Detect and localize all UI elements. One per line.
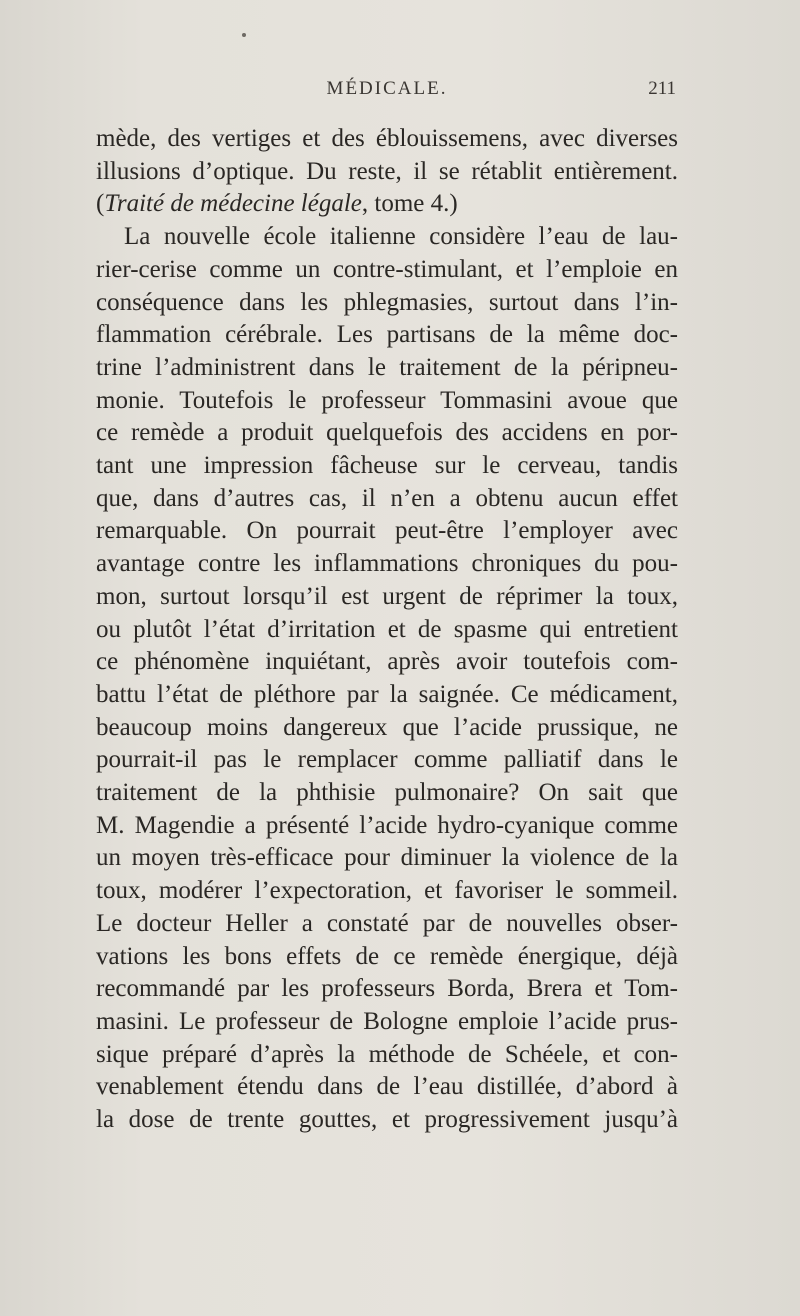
text-line: traitement de la phthisie pulmonaire? On sait que [96, 779, 678, 807]
paragraph-1 [96, 123, 678, 221]
text-line: ce remède a produit quelquefois des accidens en por- [96, 419, 678, 447]
text-line: pourrait-il pas le remplacer comme palliatif dans le [96, 746, 678, 774]
text-line: remarquable. On pourrait peut-être l’employer avec [96, 517, 678, 545]
text-line: beaucoup moins dangereux que l’acide prussique, ne [96, 713, 678, 741]
text-line: monie. Toutefois le professeur Tommasini avoue que [96, 386, 678, 414]
text-line: flammation cérébrale. Les partisans de la même doc- [96, 321, 678, 349]
text-line: tant une impression fâcheuse sur le cerveau, tandis [96, 452, 678, 480]
text-line: sique préparé d’après la méthode de Schéele, et con- [96, 1040, 678, 1068]
text-line: ce phénomène inquiétant, après avoir toutefois com- [96, 648, 678, 676]
text-line: illusions d’optique. Du reste, il se rétablit entièrement. [96, 157, 678, 185]
text-line: Le docteur Heller a constaté par de nouvelles obser- [96, 909, 678, 937]
text-line: avantage contre les inflammations chroniques du pou- [96, 550, 678, 578]
text-line: M. Magendie a présenté l’acide hydro-cyanique comme [96, 811, 678, 839]
text-line: un moyen très-efficace pour diminuer la violence de la [96, 844, 678, 872]
text-line: battu l’état de pléthore par la saignée. Ce médicament, [96, 680, 678, 708]
text-line: rier-cerise comme un contre-stimulant, et l’emploie en [96, 255, 678, 283]
text-line: La nouvelle école italienne considère l’eau de lau- [124, 223, 678, 251]
text-line: que, dans d’autres cas, il n’en a obtenu aucun effet [96, 484, 678, 512]
citation-line [96, 188, 678, 221]
text-line: vations les bons effets de ce remède énergique, déjà [96, 942, 678, 970]
text-line: la dose de trente gouttes, et progressivement jusqu’à [96, 1106, 678, 1134]
citation-open: ( [96, 190, 105, 218]
text-line: conséquence dans les phlegmasies, surtout dans l’in- [96, 288, 678, 316]
text-line: masini. Le professeur de Bologne emploie l’acide prus- [96, 1007, 678, 1035]
citation-title: Traité de médecine légale [104, 190, 362, 218]
page-number: 211 [648, 78, 676, 99]
body-text [96, 123, 678, 1137]
paragraph-2 [96, 221, 678, 1137]
text-line: venablement étendu dans de l’eau distillée, d’abord à [96, 1073, 678, 1101]
text-line: mède, des vertiges et des éblouissemens, avec diverses [96, 125, 678, 152]
citation-rest: , tome 4.) [361, 190, 458, 218]
text-line: recommandé par les professeurs Borda, Brera et Tom- [96, 975, 678, 1003]
text-line: mon, surtout lorsqu’il est urgent de réprimer la toux, [96, 582, 678, 610]
page-header [96, 78, 678, 108]
text-line: trine l’administrent dans le traitement de la péripneu- [96, 353, 678, 381]
running-title: MÉDICALE. [326, 78, 448, 99]
ink-speck [242, 33, 246, 37]
text-line: toux, modérer l’expectoration, et favoriser le sommeil. [96, 877, 678, 905]
text-line: ou plutôt l’état d’irritation et de spasme qui entretient [96, 615, 678, 643]
